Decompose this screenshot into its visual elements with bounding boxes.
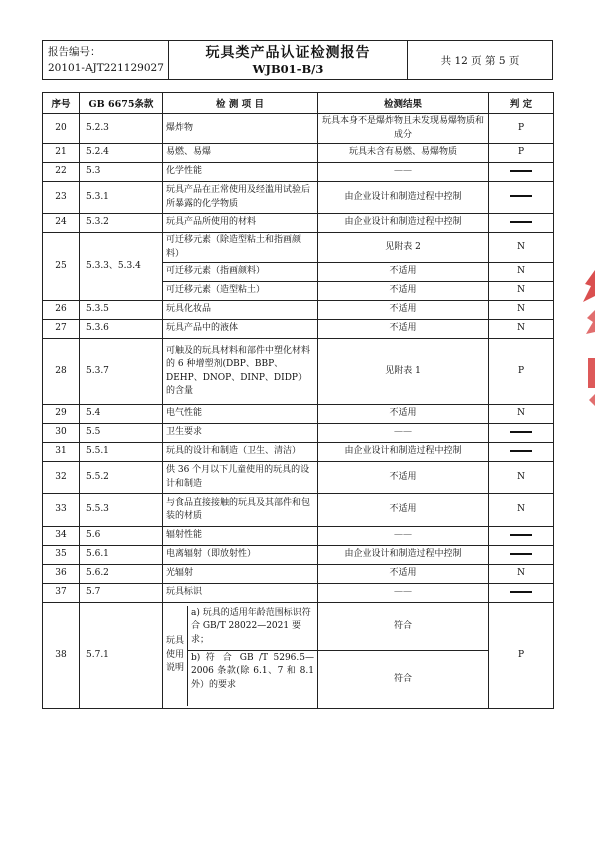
item-cell: 化学性能 bbox=[163, 163, 318, 182]
item-cell: 卫生要求 bbox=[163, 424, 318, 443]
result-cell: 不适用 bbox=[318, 282, 489, 301]
verdict-cell: N bbox=[489, 301, 554, 320]
verdict-cell bbox=[489, 584, 554, 603]
table-row bbox=[43, 494, 554, 527]
table-row bbox=[43, 233, 554, 263]
result-cell: 不适用 bbox=[318, 320, 489, 339]
clause-cell: 5.6.1 bbox=[80, 546, 163, 565]
row-number: 27 bbox=[43, 320, 80, 339]
item-cell: 玩具产品所使用的材料 bbox=[163, 214, 318, 233]
table-row bbox=[43, 527, 554, 546]
item-cell: 爆炸物 bbox=[163, 114, 318, 144]
result-cell: 不适用 bbox=[318, 494, 489, 527]
clause-cell: 5.5.3 bbox=[80, 494, 163, 527]
verdict-cell bbox=[489, 214, 554, 233]
verdict-dash bbox=[510, 450, 532, 452]
clause-cell: 5.3 bbox=[80, 163, 163, 182]
test-results-table bbox=[42, 92, 554, 709]
verdict-cell bbox=[489, 546, 554, 565]
report-header bbox=[42, 40, 553, 80]
page-info: 共 12 页 第 5 页 bbox=[408, 41, 553, 80]
result-cell: 符合 bbox=[318, 603, 489, 651]
row-number: 23 bbox=[43, 182, 80, 214]
clause-cell: 5.4 bbox=[80, 405, 163, 424]
verdict-cell: N bbox=[489, 462, 554, 494]
item-cell: 可触及的玩具材料和部件中塑化材料的 6 种增塑剂(DBP、BBP、DEHP、DNOP、DINP、DIDP）的含量 bbox=[163, 339, 318, 405]
item-group-table bbox=[163, 606, 317, 706]
verdict-cell bbox=[489, 443, 554, 462]
table-row bbox=[43, 182, 554, 214]
row-number: 30 bbox=[43, 424, 80, 443]
result-cell: —— bbox=[318, 527, 489, 546]
item-cell: 可迁移元素（除造型粘土和指画颜料） bbox=[163, 233, 318, 263]
table-header-row bbox=[43, 93, 554, 114]
clause-cell: 5.6.2 bbox=[80, 565, 163, 584]
row-number: 38 bbox=[43, 603, 80, 709]
col-header-no: 序号 bbox=[43, 93, 80, 114]
row-number: 22 bbox=[43, 163, 80, 182]
item-cell: 供 36 个月以下儿童使用的玩具的设计和制造 bbox=[163, 462, 318, 494]
clause-cell: 5.5.1 bbox=[80, 443, 163, 462]
clause-cell: 5.2.4 bbox=[80, 144, 163, 163]
clause-cell: 5.3.5 bbox=[80, 301, 163, 320]
result-cell: 不适用 bbox=[318, 462, 489, 494]
report-title: 玩具类产品认证检测报告 bbox=[205, 45, 371, 61]
result-cell: —— bbox=[318, 584, 489, 603]
result-cell: 见附表 2 bbox=[318, 233, 489, 263]
table-row bbox=[43, 214, 554, 233]
table-row bbox=[43, 546, 554, 565]
clause-cell: 5.3.2 bbox=[80, 214, 163, 233]
verdict-cell: N bbox=[489, 282, 554, 301]
clause-cell: 5.5.2 bbox=[80, 462, 163, 494]
row-number: 31 bbox=[43, 443, 80, 462]
item-cell: a) 玩具的适用年龄范围标识符合 GB/T 28022—2021 要求； bbox=[188, 606, 317, 651]
verdict-cell bbox=[489, 527, 554, 546]
item-cell: b) 符 合 GB /T 5296.5—2006 条款(除 6.1、7 和 8.1 外）的要求 bbox=[191, 652, 314, 690]
item-group-label: 玩具使用说明 bbox=[163, 606, 188, 706]
verdict-cell: P bbox=[489, 339, 554, 405]
table-row bbox=[43, 424, 554, 443]
item-group-row bbox=[163, 606, 317, 706]
result-cell: 不适用 bbox=[318, 565, 489, 584]
item-cell: 电离辐射（即放射性） bbox=[163, 546, 318, 565]
item-cell: 易燃、易爆 bbox=[163, 144, 318, 163]
result-cell: 由企业设计和制造过程中控制 bbox=[318, 443, 489, 462]
clause-cell: 5.3.1 bbox=[80, 182, 163, 214]
verdict-cell: N bbox=[489, 494, 554, 527]
clause-cell: 5.7 bbox=[80, 584, 163, 603]
verdict-cell: P bbox=[489, 144, 554, 163]
col-header-clause: GB 6675条款 bbox=[80, 93, 163, 114]
result-cell: 不适用 bbox=[318, 301, 489, 320]
verdict-dash bbox=[510, 591, 532, 593]
item-cell: 玩具标识 bbox=[163, 584, 318, 603]
table-row bbox=[43, 163, 554, 182]
clause-cell: 5.5 bbox=[80, 424, 163, 443]
table-row bbox=[43, 443, 554, 462]
result-cell: 符合 bbox=[318, 651, 489, 709]
result-cell: 玩具未含有易燃、易爆物质 bbox=[318, 144, 489, 163]
result-cell: 由企业设计和制造过程中控制 bbox=[318, 182, 489, 214]
report-title-cell bbox=[169, 41, 408, 80]
table-row bbox=[43, 114, 554, 144]
table-row bbox=[43, 565, 554, 584]
row-number: 20 bbox=[43, 114, 80, 144]
clause-cell: 5.3.3、5.3.4 bbox=[80, 233, 163, 301]
verdict-cell: N bbox=[489, 565, 554, 584]
verdict-dash bbox=[510, 170, 532, 172]
verdict-dash bbox=[510, 221, 532, 223]
verdict-dash bbox=[510, 195, 532, 197]
item-cell: 与食品直接接触的玩具及其部件和包装的材质 bbox=[163, 494, 318, 527]
clause-cell: 5.3.6 bbox=[80, 320, 163, 339]
result-cell: 由企业设计和制造过程中控制 bbox=[318, 214, 489, 233]
report-number: 20101-AJT221129027 bbox=[48, 62, 164, 74]
table-row bbox=[43, 603, 554, 651]
result-cell: —— bbox=[318, 424, 489, 443]
result-cell: 见附表 1 bbox=[318, 339, 489, 405]
col-header-result: 检测结果 bbox=[318, 93, 489, 114]
table-row bbox=[43, 339, 554, 405]
result-cell: 玩具本身不是爆炸物且未发现易爆物质和成分 bbox=[318, 114, 489, 144]
clause-cell: 5.2.3 bbox=[80, 114, 163, 144]
verdict-cell: N bbox=[489, 405, 554, 424]
row-number: 33 bbox=[43, 494, 80, 527]
row-number: 26 bbox=[43, 301, 80, 320]
item-cell: 可迁移元素（造型粘土） bbox=[163, 282, 318, 301]
item-cell: 光辐射 bbox=[163, 565, 318, 584]
row-number: 28 bbox=[43, 339, 80, 405]
item-cell: 玩具化妆品 bbox=[163, 301, 318, 320]
col-header-item: 检 测 项 目 bbox=[163, 93, 318, 114]
row-number: 25 bbox=[43, 233, 80, 301]
result-cell: 由企业设计和制造过程中控制 bbox=[318, 546, 489, 565]
row-number: 37 bbox=[43, 584, 80, 603]
result-cell: —— bbox=[318, 163, 489, 182]
col-header-verdict: 判 定 bbox=[489, 93, 554, 114]
verdict-cell: N bbox=[489, 263, 554, 282]
row-number: 29 bbox=[43, 405, 80, 424]
report-number-label: 报告编号： bbox=[48, 46, 101, 58]
verdict-dash bbox=[510, 431, 532, 433]
row-number: 36 bbox=[43, 565, 80, 584]
report-number-cell bbox=[43, 41, 169, 80]
result-cell: 不适用 bbox=[318, 405, 489, 424]
item-group-cell bbox=[163, 603, 318, 709]
report-subtitle: WJB01-B/3 bbox=[252, 62, 324, 76]
table-body bbox=[43, 114, 554, 709]
table-row bbox=[43, 320, 554, 339]
item-cell: 可迁移元素（指画颜料） bbox=[163, 263, 318, 282]
verdict-dash bbox=[510, 553, 532, 555]
verdict-cell bbox=[489, 163, 554, 182]
verdict-cell bbox=[489, 182, 554, 214]
item-cell: 玩具产品在正常使用及经滥用试验后所暴露的化学物质 bbox=[163, 182, 318, 214]
verdict-dash bbox=[510, 534, 532, 536]
table-row bbox=[43, 301, 554, 320]
item-cell: 电气性能 bbox=[163, 405, 318, 424]
clause-cell: 5.7.1 bbox=[80, 603, 163, 709]
row-number: 32 bbox=[43, 462, 80, 494]
item-cell: 玩具的设计和制造（卫生、清洁） bbox=[163, 443, 318, 462]
clause-cell: 5.3.7 bbox=[80, 339, 163, 405]
row-number: 24 bbox=[43, 214, 80, 233]
verdict-cell: P bbox=[489, 114, 554, 144]
row-number: 21 bbox=[43, 144, 80, 163]
item-group-subitems bbox=[188, 606, 318, 706]
clause-cell: 5.6 bbox=[80, 527, 163, 546]
table-row bbox=[43, 462, 554, 494]
table-row bbox=[43, 144, 554, 163]
row-number: 34 bbox=[43, 527, 80, 546]
row-number: 35 bbox=[43, 546, 80, 565]
verdict-cell bbox=[489, 424, 554, 443]
item-cell: 辐射性能 bbox=[163, 527, 318, 546]
verdict-cell: N bbox=[489, 320, 554, 339]
item-cell: 玩具产品中的液体 bbox=[163, 320, 318, 339]
result-cell: 不适用 bbox=[318, 263, 489, 282]
red-stamp-fragment bbox=[581, 262, 595, 412]
verdict-cell: N bbox=[489, 233, 554, 263]
verdict-cell: P bbox=[489, 603, 554, 709]
table-row bbox=[43, 405, 554, 424]
table-row bbox=[43, 584, 554, 603]
